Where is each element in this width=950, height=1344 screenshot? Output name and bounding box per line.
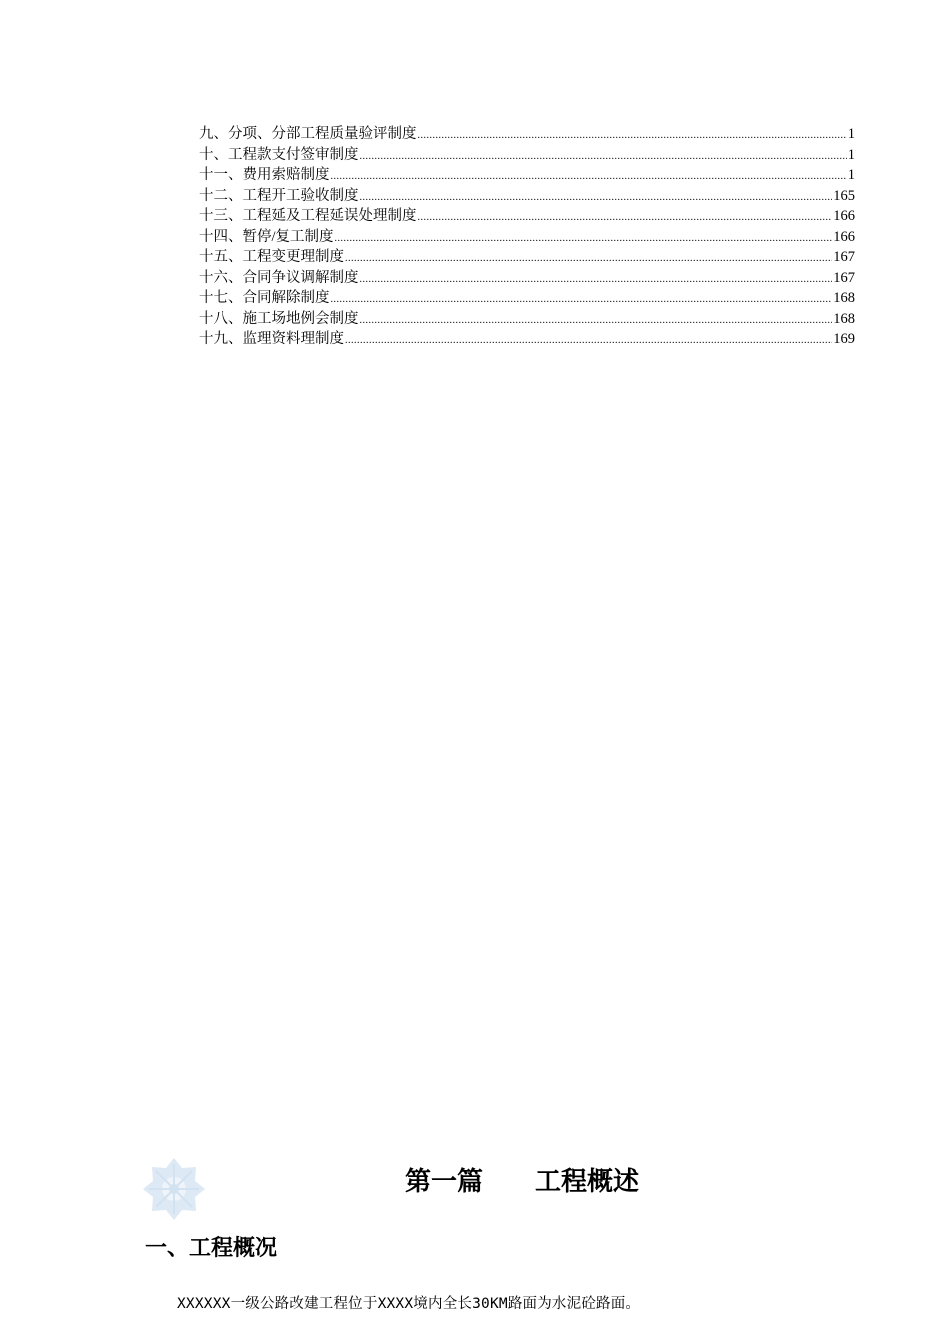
toc-entry-title: 十七、合同解除制度 [199,290,330,306]
body-paragraph: XXXXXX一级公路改建工程位于XXXX境内全长30KM路面为水泥砼路面。 [177,1296,641,1312]
toc-entry-title: 十八、施工场地例会制度 [199,310,359,327]
toc-leader-dots [345,249,832,270]
toc-entry-title: 九、分项、分部工程质量验评制度 [199,126,417,142]
toc-leader-dots [360,147,847,168]
toc-entry[interactable] [199,329,855,350]
toc-entry-page: 168 [833,290,855,306]
toc-entry-page: 166 [833,228,855,245]
toc-entry-title: 十五、工程变更理制度 [199,249,344,265]
toc-entry[interactable] [199,206,855,227]
toc-entry-page: 167 [833,269,855,286]
toc-entry-title: 十三、工程延及工程延误处理制度 [199,208,417,224]
toc-entry-page: 167 [833,249,855,265]
toc-entry-page: 166 [833,208,855,224]
table-of-contents [199,124,855,350]
toc-entry[interactable] [199,145,855,166]
toc-leader-dots [360,188,833,209]
section-heading: 一、工程概况 [145,1236,278,1261]
toc-entry-page: 168 [833,310,855,327]
part-title: 第一篇 工程概述 [404,1167,639,1197]
toc-leader-dots [418,126,847,147]
toc-leader-dots [418,208,833,229]
toc-leader-dots [335,229,833,250]
toc-leader-dots [331,290,833,311]
toc-entry-page: 169 [833,331,855,347]
toc-entry-title: 十九、监理资料理制度 [199,331,344,347]
toc-entry-title: 十四、暂停/复工制度 [199,228,334,245]
toc-entry[interactable] [199,309,855,330]
toc-entry[interactable] [199,227,855,248]
toc-entry-title: 十六、合同争议调解制度 [199,269,359,286]
toc-entry-title: 十二、工程开工验收制度 [199,187,359,204]
toc-leader-dots [360,311,833,332]
toc-entry[interactable] [199,124,855,145]
toc-entry-title: 十、工程款支付签审制度 [199,146,359,163]
toc-entry[interactable] [199,247,855,268]
toc-leader-dots [331,167,847,188]
toc-entry-page: 1 [847,146,855,163]
toc-entry[interactable] [199,186,855,207]
toc-entry[interactable] [199,288,855,309]
toc-entry[interactable] [199,165,855,186]
toc-entry-page: 1 [847,126,855,142]
toc-entry-title: 十一、费用索赔制度 [199,167,330,183]
toc-leader-dots [345,331,832,352]
toc-leader-dots [360,270,833,291]
toc-entry-page: 1 [847,167,855,183]
toc-entry[interactable] [199,268,855,289]
toc-entry-page: 165 [833,187,855,204]
